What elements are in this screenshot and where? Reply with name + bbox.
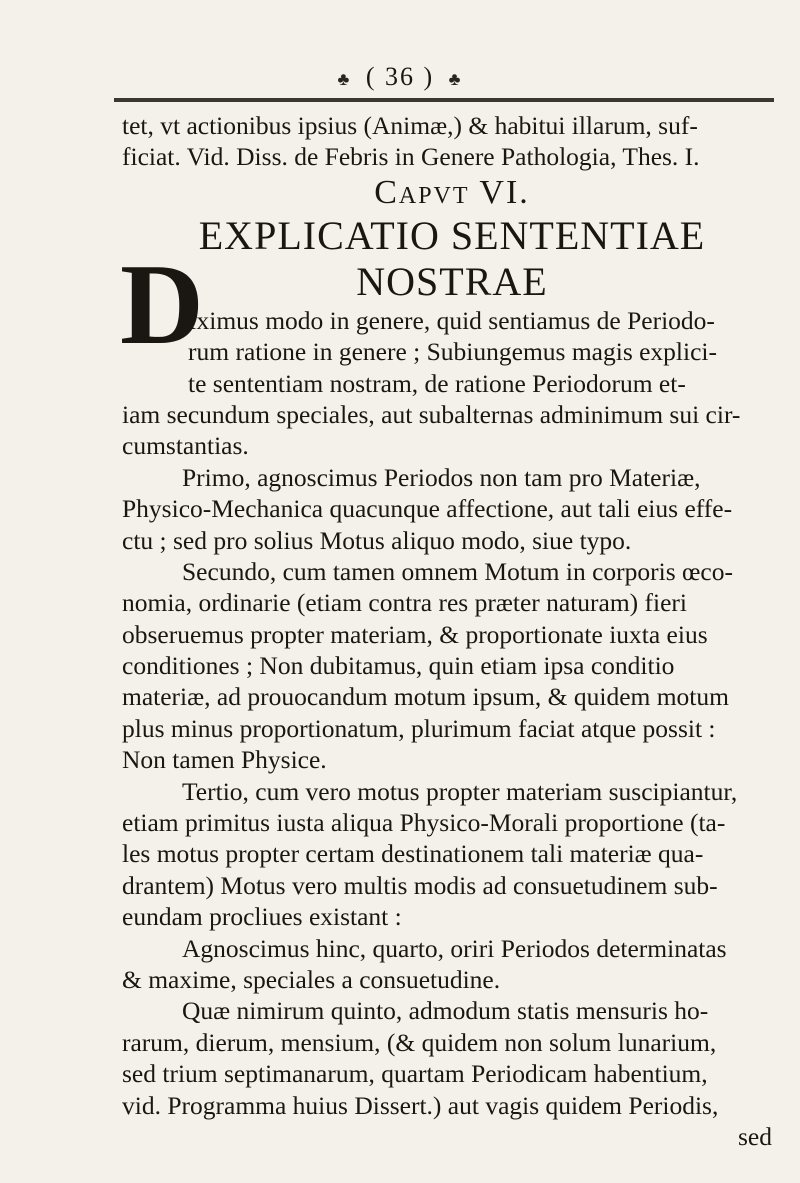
section-title: EXPLICATIO SENTENTIAE — [198, 212, 706, 258]
text-line: nomia, ordinarie (etiam contra res præter naturam) fieri — [122, 588, 688, 618]
text-line: vid. Programma huius Dissert.) aut vagis quidem Periodis, — [122, 1090, 719, 1120]
text-line: rum ratione in genere ; Subiungemus magis explici- — [188, 337, 718, 367]
ornament-right-icon: ♣ — [448, 68, 463, 89]
text-line: ctu ; sed pro solius Motus aliquo modo, siue typo. — [122, 525, 632, 555]
text-line: Non tamen Physice. — [122, 745, 327, 775]
text-line: Secundo, cum tamen omnem Motum in corporis œco- — [182, 556, 733, 586]
text-line: Tertio, cum vero motus propter materiam suscipiantur, — [182, 776, 738, 806]
text-line: obseruemus propter materiam, & proportionate iuxta eius — [122, 619, 708, 649]
text-line: iam secundum speciales, aut subalternas adminimum sui cir- — [122, 399, 741, 429]
dropcap-paragraph — [120, 240, 782, 399]
text-line: Iximus modo in genere, quid sentiamus de Periodo- — [188, 305, 715, 335]
ornament-left-icon: ♣ — [337, 68, 352, 89]
header-rule — [114, 98, 774, 102]
text-line: tet, vt actionibus ipsius (Animæ,) & habitui illarum, suf- — [122, 111, 698, 140]
catchword: sed — [738, 1121, 772, 1151]
dropcap-letter: D — [120, 240, 204, 369]
page-number: ( 36 ) — [365, 62, 435, 91]
text-line: plus minus proportionatum, plurimum faciat atque possit : — [122, 713, 716, 743]
text-line: conditiones ; Non dubitamus, quin etiam ipsa conditio — [122, 651, 675, 681]
text-line: cumstantias. — [122, 431, 249, 461]
text-line: eundam procliues existant : — [122, 902, 402, 932]
text-line: te sententiam nostram, de ratione Periodorum et- — [188, 368, 686, 398]
chapter-heading: Capvt VI. — [374, 173, 530, 211]
section-title-2: NOSTRAE — [356, 258, 548, 304]
text-line: etiam primitus iusta aliqua Physico-Morali proportione (ta- — [122, 808, 726, 838]
text-line: Physico-Mechanica quacunque affectione, aut tali eius effe- — [122, 494, 733, 524]
text-line: Quæ nimirum quinto, admodum statis mensuris ho- — [182, 996, 709, 1026]
text-line: Agnoscimus hinc, quarto, oriri Periodos determinatas — [182, 933, 727, 963]
text-line: sed trium septimanarum, quartam Periodicam habentium, — [122, 1059, 708, 1089]
text-line: drantem) Motus vero multis modis ad consuetudinem sub- — [122, 870, 718, 900]
text-line: materiæ, ad prouocandum motum ipsum, & quidem motum — [122, 682, 729, 712]
text-line: rarum, dierum, mensium, (& quidem non solum lunarium, — [122, 1027, 717, 1057]
text-block — [122, 110, 782, 1152]
text-line: & maxime, speciales a consuetudine. — [122, 964, 501, 994]
page-header — [0, 62, 800, 92]
text-line: Primo, agnoscimus Periodos non tam pro Materiæ, — [182, 462, 701, 492]
text-line: les motus propter certam destinationem tali materiæ qua- — [122, 839, 704, 869]
text-line: ficiat. Vid. Diss. de Febris in Genere Pathologia, Thes. I. — [122, 142, 700, 172]
